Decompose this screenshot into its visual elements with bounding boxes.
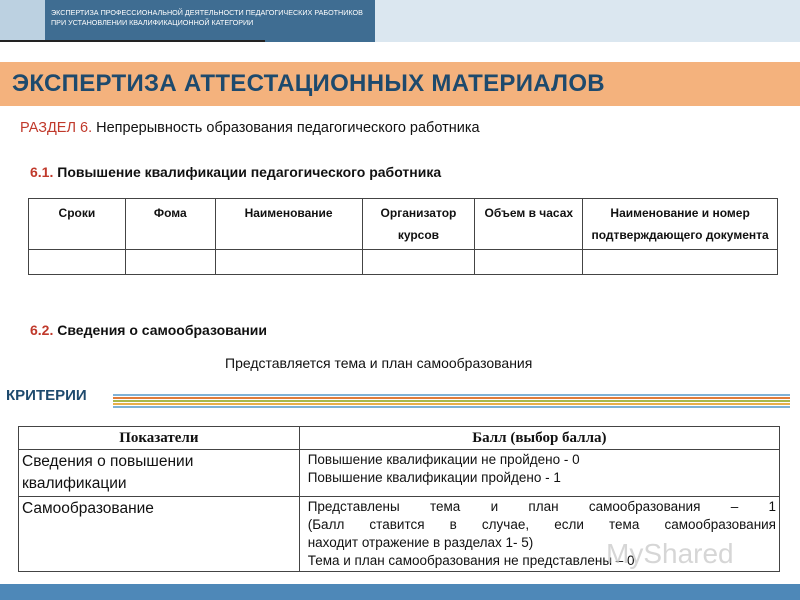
score-line: находит отражение в разделах 1- 5) (307, 535, 534, 550)
criteria-table-header (19, 427, 780, 450)
qualification-table (28, 198, 778, 275)
watermark-logo: MyShared (606, 538, 734, 569)
subsection-6-2-text: Сведения о самообразовании (57, 322, 268, 338)
col-header: Сроки (29, 199, 126, 250)
score-line: (Балл ставится в случае, если тема самообразования (307, 517, 776, 532)
score-line: Тема и план самообразования не представлены – 0 (307, 553, 635, 568)
table-cell (125, 250, 215, 275)
col-header: Наименование и номер подтверждающего документа (583, 199, 778, 250)
score-line: Повышение квалификации пройдено - 1 (307, 470, 561, 485)
title-band (0, 62, 800, 106)
bottom-bar (0, 584, 800, 600)
criteria-stripe (113, 403, 790, 405)
criteria-stripes (113, 392, 790, 408)
table-cell (362, 250, 475, 275)
section-text: Непрерывность образования педагогического работника (96, 120, 480, 136)
criteria-label: КРИТЕРИИ (6, 387, 87, 404)
qualification-table-header (29, 199, 778, 250)
banner-divider (0, 40, 265, 42)
banner-header-box (45, 0, 375, 42)
subsection-6-1-number: 6.1. (30, 164, 54, 180)
self-education-note: Представляется тема и план самообразования (225, 355, 533, 371)
subsection-6-2 (30, 322, 267, 338)
subsection-6-1-text: Повышение квалификации педагогического работника (57, 164, 442, 180)
banner-left-strip (0, 0, 45, 42)
top-banner (0, 0, 800, 42)
col-header: Наименование (215, 199, 362, 250)
section-heading (20, 120, 480, 136)
col-header: Организатор курсов (362, 199, 475, 250)
banner-text: ЭКСПЕРТИЗА ПРОФЕССИОНАЛЬНОЙ ДЕЯТЕЛЬНОСТИ ПЕДАГОГИЧЕСКИХ РАБОТНИКОВ ПРИ УСТАНОВЛЕНИИ КВАЛИФИКАЦИОННОЙ КАТЕГОРИИ (51, 8, 363, 27)
col-header: Балл (выбор балла) (299, 427, 779, 450)
score-cell (299, 450, 779, 497)
section-number: РАЗДЕЛ 6. (20, 120, 93, 136)
score-line: Представлены тема и план самообразования – 1 (307, 499, 776, 514)
banner-right-strip (375, 0, 800, 42)
criteria-stripe (113, 400, 790, 402)
table-row (19, 450, 780, 497)
table-cell (215, 250, 362, 275)
indicator-cell: Самообразование (19, 497, 300, 572)
page-title: ЭКСПЕРТИЗА АТТЕСТАЦИОННЫХ МАТЕРИАЛОВ (12, 70, 605, 97)
col-header: Показатели (19, 427, 300, 450)
table-row (29, 250, 778, 275)
indicator-cell: Сведения о повышении квалификации (19, 450, 300, 497)
criteria-stripe (113, 406, 790, 408)
table-cell (475, 250, 583, 275)
criteria-stripe (113, 394, 790, 396)
table-cell (29, 250, 126, 275)
score-line: Повышение квалификации не пройдено - 0 (307, 452, 580, 467)
table-cell (583, 250, 778, 275)
col-header: Объем в часах (475, 199, 583, 250)
criteria-stripe (113, 397, 790, 399)
col-header: Фома (125, 199, 215, 250)
subsection-6-2-number: 6.2. (30, 322, 54, 338)
subsection-6-1 (30, 164, 441, 180)
